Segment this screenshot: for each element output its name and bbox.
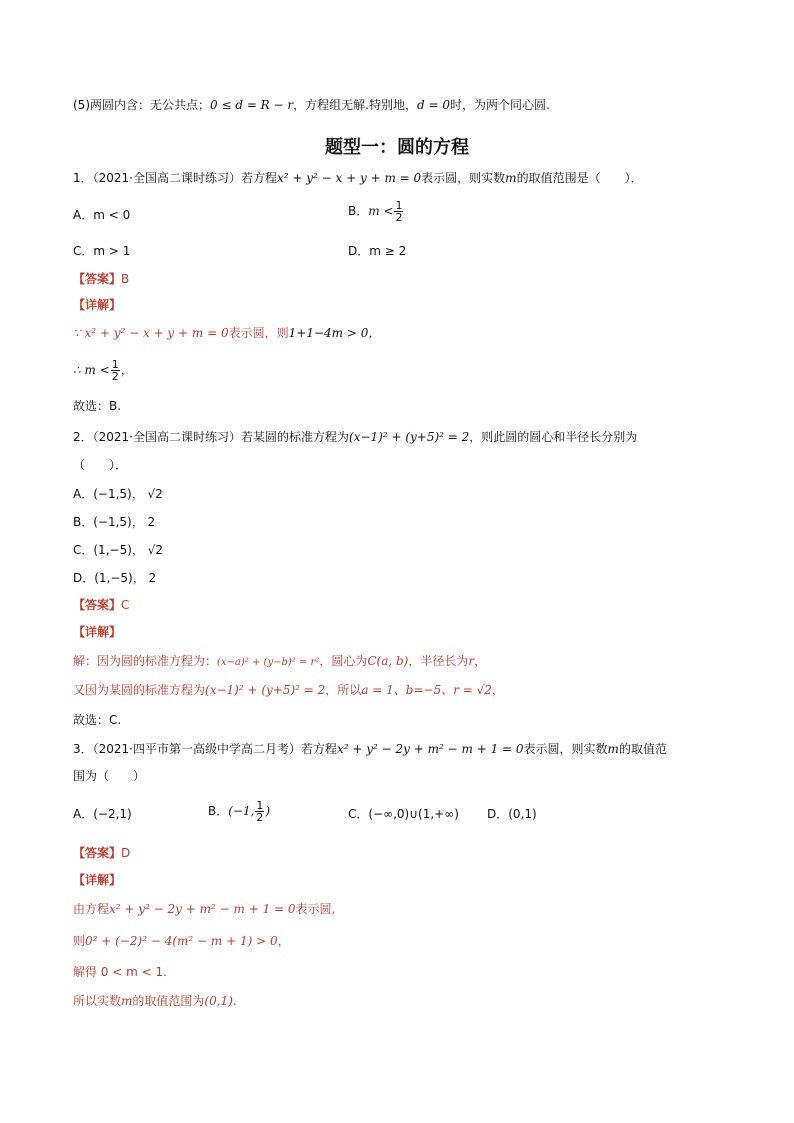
q2-sol1-text-2: ，圆心为 bbox=[319, 654, 368, 668]
q3-solution-3: 解得 0 < m < 1. bbox=[73, 965, 167, 979]
q2-sol1-center: C(a, b) bbox=[367, 654, 409, 668]
q2-sol2-values: a = 1、b=−5、r = √2 bbox=[361, 683, 492, 697]
q1-variable: m bbox=[505, 171, 517, 185]
detail-tag: 【详解】 bbox=[73, 298, 122, 312]
fraction-numerator: 1 bbox=[111, 358, 119, 371]
q1-equation: x² + y² − x + y + m = 0 bbox=[277, 171, 422, 185]
detail-tag: 【详解】 bbox=[73, 625, 122, 639]
q3-solution-2 bbox=[73, 933, 290, 949]
q2-solution-1 bbox=[73, 653, 486, 671]
fraction-denominator: 2 bbox=[256, 811, 264, 824]
q3-option-a: A．(−2,1) bbox=[73, 807, 132, 821]
q1-sol2-comma: ， bbox=[120, 363, 133, 377]
fraction-numerator: 1 bbox=[395, 199, 403, 212]
answer-value: D bbox=[121, 846, 131, 860]
q3-option-b-fraction bbox=[255, 800, 264, 823]
q3-sol4-period: . bbox=[232, 994, 237, 1008]
q2-stem-text: 2．（2021·全国高二课时练习）若某圆的标准方程为 bbox=[73, 430, 349, 444]
q1-option-d: D．m ≥ 2 bbox=[348, 244, 407, 258]
q2-sol1-comma: ， bbox=[474, 654, 487, 668]
q3-sol4-variable: m bbox=[121, 994, 133, 1008]
q3-equation: x² + y² − 2y + m² − m + 1 = 0 bbox=[337, 742, 524, 756]
answer-tag: 【答案】 bbox=[73, 598, 122, 612]
q3-stem-text-3: 的取值范 bbox=[618, 742, 667, 756]
intro-rest1: ，方程组无解.特别地， bbox=[293, 98, 417, 112]
q1-option-b bbox=[348, 200, 404, 223]
q3-stem-text: 3．（2021·四平市第一高级中学高二月考）若方程 bbox=[73, 742, 337, 756]
q2-answer bbox=[73, 597, 129, 613]
q1-solution-1 bbox=[73, 325, 380, 341]
q3-option-d: D．(0,1) bbox=[487, 807, 537, 821]
q1-sol-inequality: 1+1−4m > 0， bbox=[288, 326, 381, 340]
answer-tag: 【答案】 bbox=[73, 846, 122, 860]
q1-stem-text: 1．（2021·全国高二课时练习）若方程 bbox=[73, 171, 277, 185]
q1-option-b-math: m < bbox=[368, 204, 394, 218]
q3-stem-text-2: 表示圆，则实数 bbox=[523, 742, 608, 756]
q1-sol2-math: ∴ m < bbox=[73, 363, 110, 377]
q1-answer bbox=[73, 271, 129, 287]
q3-option-b-prefix: B． bbox=[208, 804, 229, 818]
q2-option-d: D．(1,−5)， 2 bbox=[73, 571, 157, 585]
intro-math2: d = 0 bbox=[416, 98, 450, 112]
q2-sol1-text: 解：因为圆的标准方程为： bbox=[73, 654, 218, 668]
q3-sol2-comma: ， bbox=[277, 934, 290, 948]
intro-rest2: 时，为两个同心圆. bbox=[449, 98, 550, 112]
q1-stem-text-2: 表示圆，则实数 bbox=[421, 171, 506, 185]
q2-stem bbox=[73, 429, 637, 445]
q2-detail-tag bbox=[73, 624, 121, 640]
q2-sol2-math: (x−1)² + (y+5)² = 2 bbox=[205, 683, 326, 697]
q3-sol4-interval: (0,1) bbox=[204, 994, 233, 1008]
q3-answer bbox=[73, 845, 130, 861]
q2-choose: 故选：C. bbox=[73, 713, 122, 727]
q3-option-c: C．(−∞,0)∪(1,+∞) bbox=[348, 807, 459, 821]
q2-stem-text-2: ，则此圆的圆心和半径长分别为 bbox=[469, 430, 638, 444]
intro-line bbox=[73, 97, 550, 113]
q1-option-b-fraction bbox=[394, 200, 403, 223]
q1-sol-text: 表示圆，则 bbox=[228, 326, 289, 340]
q2-option-b: B．(−1,5)， 2 bbox=[73, 515, 156, 529]
q3-stem bbox=[73, 741, 667, 757]
q3-option-b bbox=[208, 800, 270, 823]
q1-solution-2 bbox=[73, 359, 133, 382]
q1-detail-tag bbox=[73, 297, 121, 313]
q3-sol1-math: x² + y² − 2y + m² − m + 1 = 0 bbox=[109, 902, 296, 916]
q3-stem-cont: 围为（ ） bbox=[73, 769, 146, 783]
q1-option-a: A．m < 0 bbox=[73, 208, 131, 222]
q2-solution-2 bbox=[73, 682, 504, 698]
q3-sol4-text-2: 的取值范围为 bbox=[132, 994, 205, 1008]
fraction-numerator: 1 bbox=[256, 799, 264, 812]
q1-stem bbox=[73, 170, 643, 186]
q1-choose: 故选：B. bbox=[73, 399, 122, 413]
q3-sol2-text: 则 bbox=[73, 934, 86, 948]
answer-value: B bbox=[121, 272, 130, 286]
q3-sol1-text: 由方程 bbox=[73, 902, 110, 916]
q2-sol1-math: (x−a)² + (y−b)² = r² bbox=[217, 657, 320, 668]
section-title: 题型一：圆的方程 bbox=[325, 137, 469, 158]
q2-option-c: C．(1,−5)， √2 bbox=[73, 543, 163, 557]
answer-tag: 【答案】 bbox=[73, 272, 122, 286]
q2-sol2-comma: ， bbox=[491, 683, 504, 697]
q2-sol1-radius: r bbox=[468, 654, 475, 668]
detail-tag: 【详解】 bbox=[73, 873, 122, 887]
q2-equation: (x−1)² + (y+5)² = 2 bbox=[349, 430, 470, 444]
q2-sol2-text-2: ，所以 bbox=[325, 683, 362, 697]
q3-variable: m bbox=[607, 742, 619, 756]
fraction-denominator: 2 bbox=[395, 211, 403, 224]
q1-sol2-fraction bbox=[111, 359, 120, 382]
q2-option-a: A．(−1,5)， √2 bbox=[73, 487, 163, 501]
q3-option-b-close: ) bbox=[265, 804, 271, 818]
q3-detail-tag bbox=[73, 872, 121, 888]
q3-solution-4 bbox=[73, 993, 237, 1009]
q2-sol2-text: 又因为某圆的标准方程为 bbox=[73, 683, 206, 697]
fraction-denominator: 2 bbox=[111, 370, 119, 383]
intro-label: (5)两圆内含：无公共点； bbox=[73, 98, 210, 112]
q1-option-c: C．m > 1 bbox=[73, 244, 131, 258]
q2-sol1-text-3: ，半径长为 bbox=[408, 654, 469, 668]
q3-sol4-text: 所以实数 bbox=[73, 994, 122, 1008]
q2-stem-cont: （ ）． bbox=[73, 458, 128, 472]
q3-sol1-text-2: 表示圆, bbox=[295, 902, 336, 916]
q3-solution-1 bbox=[73, 901, 335, 917]
intro-math: 0 ≤ d = R − r bbox=[210, 98, 294, 112]
q1-sol-math: ∵ x² + y² − x + y + m = 0 bbox=[73, 326, 229, 340]
q1-option-b-prefix: B． bbox=[348, 204, 369, 218]
q3-sol2-math: 0² + (−2)² − 4(m² − m + 1) > 0 bbox=[85, 934, 278, 948]
q1-stem-text-3: 的取值范围是（ ）． bbox=[516, 171, 643, 185]
q3-option-b-math: (−1, bbox=[228, 804, 255, 818]
answer-value: C bbox=[121, 598, 130, 612]
